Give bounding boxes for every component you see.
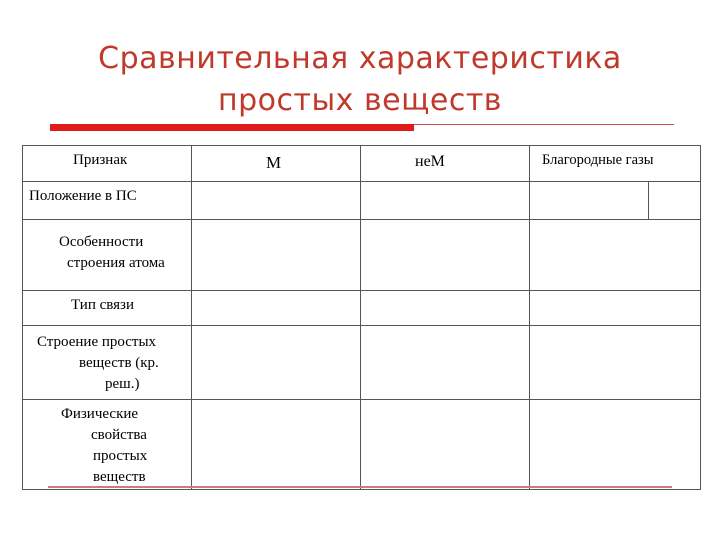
accent-bar: [50, 124, 414, 131]
cell-empty: [192, 400, 361, 490]
cell-empty: [192, 182, 361, 220]
cell-empty: [361, 400, 530, 490]
table-row: [23, 220, 701, 291]
row-label-crystal-structure: [23, 326, 192, 400]
label-line: Тип связи: [71, 297, 134, 313]
table-row: [23, 182, 701, 220]
cell-empty: [530, 182, 649, 220]
cell-empty: [192, 291, 361, 326]
label-line: Строение простых: [37, 334, 157, 350]
row-label-physical-properties: [23, 400, 192, 490]
label-line: простых: [93, 448, 148, 464]
cell-empty: [530, 291, 701, 326]
table-row: [23, 400, 701, 490]
label-line: Положение в ПС: [29, 188, 137, 204]
header-metals: М: [192, 146, 361, 182]
label-line: Физические: [61, 406, 139, 422]
header-feature: Признак: [23, 146, 192, 182]
header-nonmetals: неМ: [361, 146, 530, 182]
cell-empty: [361, 326, 530, 400]
cell-empty: [361, 182, 530, 220]
label-line: Особенности: [59, 234, 144, 250]
row-label-atom-structure: [23, 220, 192, 291]
header-noble-gases: Благородные газы: [530, 146, 701, 182]
row-label-position: [23, 182, 192, 220]
cell-empty: [192, 220, 361, 291]
label-line: веществ: [93, 469, 146, 485]
label-line: свойства: [91, 427, 147, 443]
label-line: веществ (кр.: [79, 355, 159, 371]
label-line: строения атома: [67, 255, 165, 271]
row-label-bond-type: [23, 291, 192, 326]
table-header-row: [23, 146, 701, 182]
accent-thin-line: [414, 124, 674, 125]
cell-empty: [530, 400, 701, 490]
cell-empty: [361, 291, 530, 326]
cell-empty: [649, 182, 701, 220]
cell-empty: [361, 220, 530, 291]
cell-empty: [530, 220, 701, 291]
table-row: [23, 326, 701, 400]
slide-title: [0, 38, 720, 122]
bottom-rule: [48, 486, 672, 488]
cell-empty: [530, 326, 701, 400]
table-row: [23, 291, 701, 326]
label-line: реш.): [105, 376, 140, 392]
comparison-table: [22, 145, 701, 490]
title-line-1: Сравнительная характеристика: [98, 41, 622, 76]
cell-empty: [192, 326, 361, 400]
title-line-2: простых веществ: [218, 83, 502, 118]
